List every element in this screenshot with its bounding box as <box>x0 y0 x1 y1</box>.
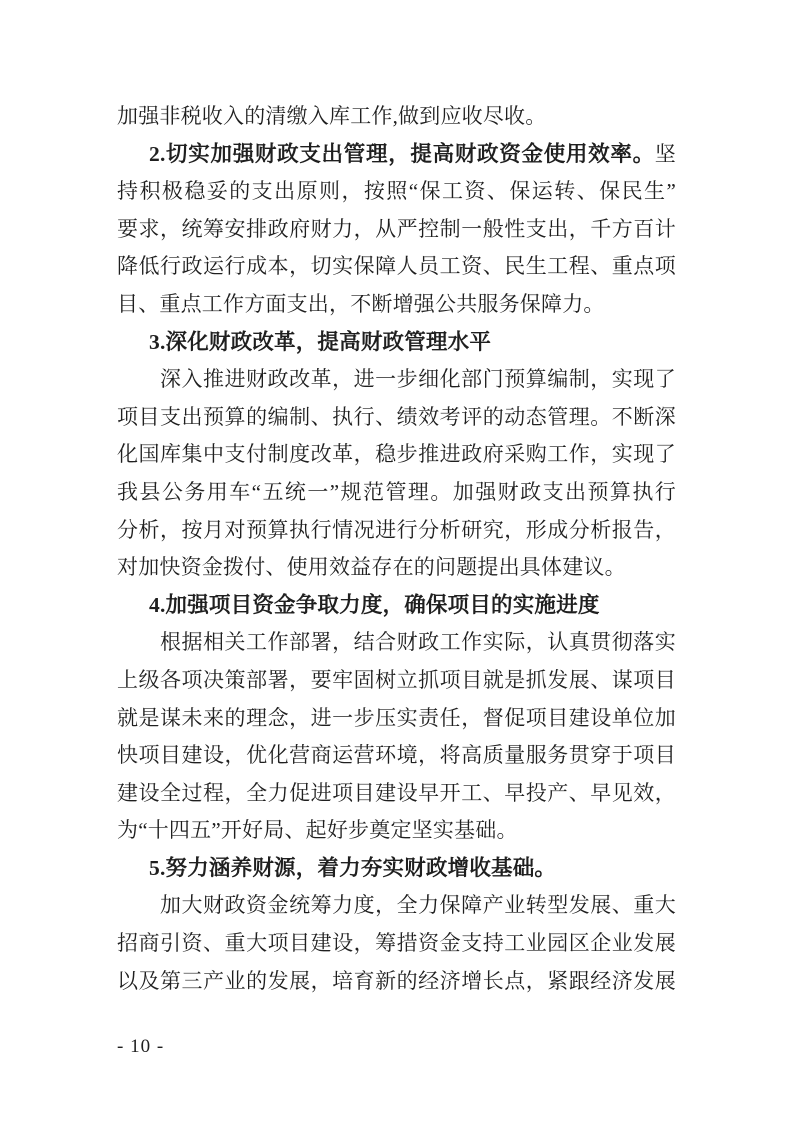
text-line <box>117 361 676 399</box>
text-line <box>117 173 676 211</box>
body-text: 以及第三产业的发展，培育新的经济增长点，紧跟经济发展 <box>117 968 676 993</box>
body-text: 化国库集中支付制度改革，稳步推进政府采购工作，实现了 <box>117 442 676 467</box>
text-line <box>117 662 676 700</box>
body-text: 项目支出预算的编制、执行、绩效考评的动态管理。不断深 <box>117 404 676 429</box>
text-line <box>117 98 676 136</box>
heading-text: 4.加强项目资金争取力度，确保项目的实施进度 <box>149 592 600 617</box>
body-text: 持积极稳妥的支出原则，按照“保工资、保运转、保民生” <box>117 179 676 204</box>
body-text: 根据相关工作部署，结合财政工作实际，认真贯彻落实 <box>160 630 676 655</box>
page-number: - 10 - <box>117 1036 165 1057</box>
body-text: 加强非税收入的清缴入库工作,做到应收尽收。 <box>117 104 547 128</box>
body-text: 建设全过程，全力促进项目建设早开工、早投产、早见效， <box>117 780 676 805</box>
text-line <box>117 587 676 625</box>
text-line <box>117 324 676 362</box>
text-line <box>117 963 676 1001</box>
text-line <box>117 887 676 925</box>
text-line <box>117 775 676 813</box>
text-line <box>117 399 676 437</box>
text-line <box>117 925 676 963</box>
text-line <box>117 812 676 850</box>
body-text: 分析，按月对预算执行情况进行分析研究，形成分析报告， <box>117 517 676 542</box>
heading-text: 2.切实加强财政支出管理，提高财政资金使用效率。 <box>149 141 655 166</box>
body-text: 快项目建设，优化营商运营环境，将高质量服务贯穿于项目 <box>117 743 676 768</box>
text-line <box>117 512 676 550</box>
body-text: 为“十四五”开好局、起好步奠定坚实基础。 <box>117 818 518 843</box>
body-text: 降低行政运行成本，切实保障人员工资、民生工程、重点项 <box>117 254 676 279</box>
heading-text: 5.努力涵养财源，着力夯实财政增收基础。 <box>149 855 557 880</box>
text-line <box>117 624 676 662</box>
text-line <box>117 737 676 775</box>
body-text: 坚 <box>654 141 676 166</box>
body-text: 目、重点工作方面支出，不断增强公共服务保障力。 <box>117 291 605 316</box>
text-line <box>117 248 676 286</box>
body-text: 上级各项决策部署，要牢固树立抓项目就是抓发展、谋项目 <box>117 667 676 692</box>
document-body <box>117 98 676 1000</box>
text-line <box>117 436 676 474</box>
text-line <box>117 474 676 512</box>
body-text: 我县公务用车“五统一”规范管理。加强财政支出预算执行 <box>117 479 676 504</box>
text-line <box>117 211 676 249</box>
body-text: 就是谋未来的理念，进一步压实责任，督促项目建设单位加 <box>117 705 676 730</box>
text-line <box>117 136 676 174</box>
body-text: 对加快资金拨付、使用效益存在的问题提出具体建议。 <box>117 555 626 580</box>
text-line <box>117 549 676 587</box>
text-line <box>117 286 676 324</box>
heading-text: 3.深化财政改革，提高财政管理水平 <box>149 329 492 354</box>
body-text: 深入推进财政改革，进一步细化部门预算编制，实现了 <box>160 367 676 392</box>
body-text: 要求，统筹安排政府财力，从严控制一般性支出，千方百计 <box>117 216 676 241</box>
text-line <box>117 850 676 888</box>
body-text: 招商引资、重大项目建设，筹措资金支持工业园区企业发展 <box>117 931 676 956</box>
text-line <box>117 700 676 738</box>
body-text: 加大财政资金统筹力度，全力保障产业转型发展、重大 <box>160 893 676 918</box>
